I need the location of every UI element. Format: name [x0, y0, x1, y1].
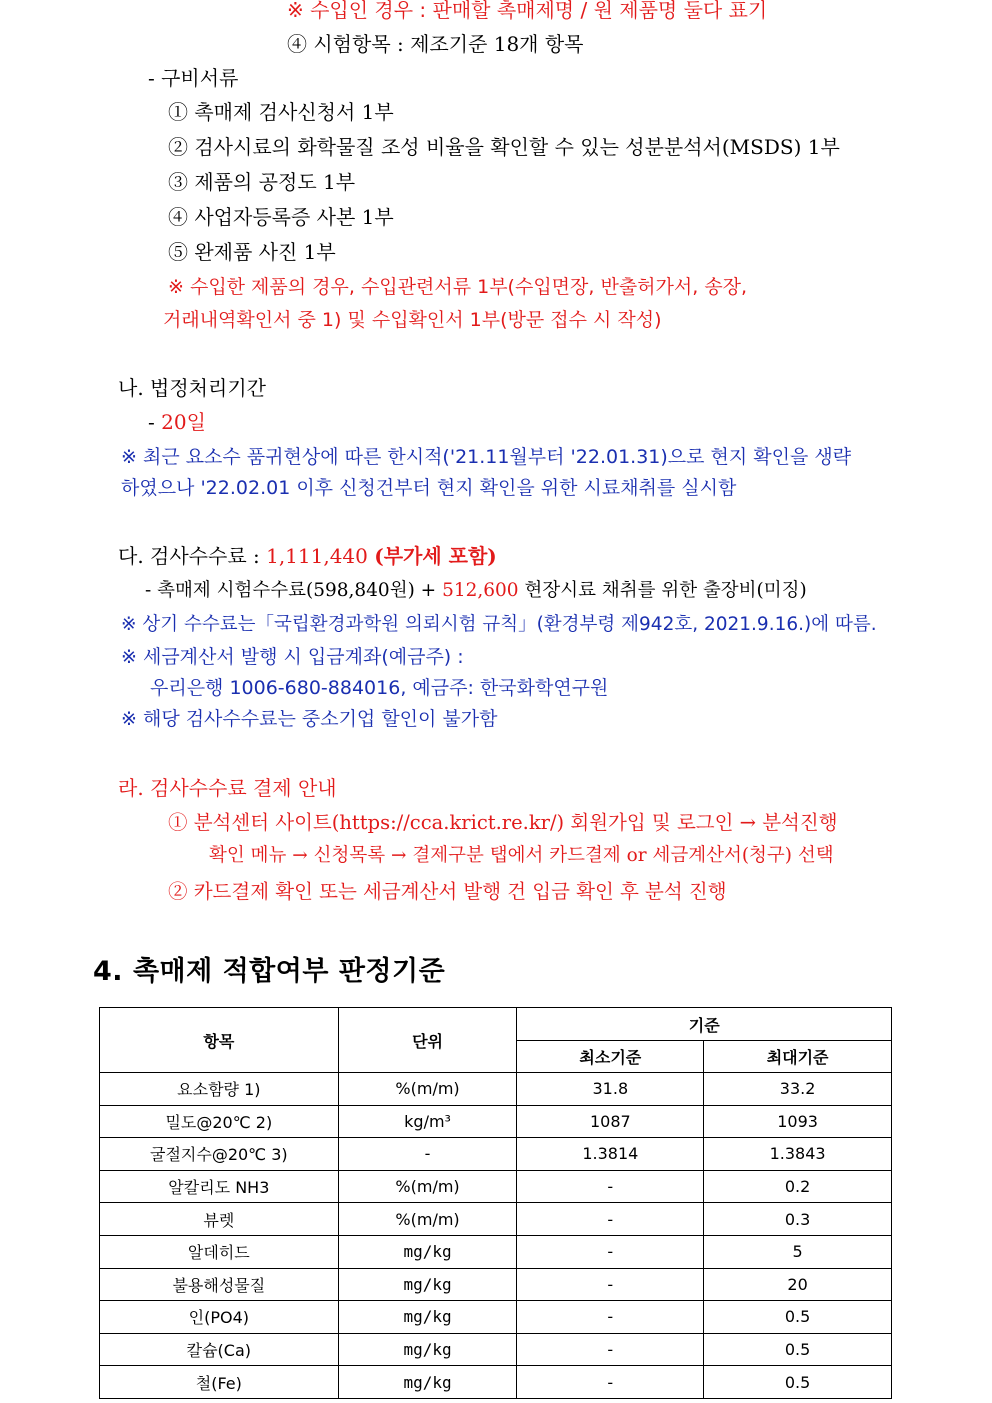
doc-item: ④ 사업자등록증 사본 1부 — [168, 205, 394, 229]
payment-step-2: ② 카드결제 확인 또는 세금계산서 발행 건 입금 확인 후 분석 진행 — [168, 880, 727, 903]
doc-item: ③ 제품의 공정도 1부 — [168, 170, 356, 194]
bank-account: 우리은행 1006-680-884016, 예금주: 한국화학연구원 — [150, 677, 609, 699]
cell-item: 요소함량 1) — [100, 1073, 339, 1106]
table-row — [100, 1170, 892, 1203]
payment-step-1: ① 분석센터 사이트(https://cca.krict.re.kr/) 회원가입 및 로그인 → 분석진행 — [168, 811, 838, 834]
fee-breakdown — [145, 582, 807, 601]
dash: - — [148, 410, 162, 434]
cell-max: 5 — [704, 1235, 892, 1268]
processing-period-line — [148, 412, 206, 432]
travel-fee-amount: 512,600 — [442, 580, 519, 601]
cell-item: 불용해성물질 — [100, 1268, 339, 1301]
table-row — [100, 1138, 892, 1171]
fee-rule-note: ※ 상기 수수료는「국립환경과학원 의뢰시험 규칙」(환경부령 제942호, 2021.9.16.)에 따름. — [121, 614, 877, 635]
fee-title-line — [118, 546, 497, 566]
payment-step-1-cont: 확인 메뉴 → 신청목록 → 결제구분 탭에서 카드결제 or 세금계산서(청구) 선택 — [209, 845, 834, 866]
discount-note: ※ 해당 검사수수료는 중소기업 할인이 불가함 — [121, 708, 498, 730]
import-docs-note: ※ 수입한 제품의 경우, 수입관련서류 1부(수입면장, 반출허가서, 송장, — [168, 276, 748, 298]
processing-period-title: 나. 법정처리기간 — [118, 376, 266, 400]
cell-min: - — [517, 1366, 704, 1399]
cell-unit: kg/m³ — [338, 1105, 517, 1138]
cell-unit: mg/kg — [338, 1333, 517, 1366]
required-docs-title: - 구비서류 — [148, 66, 239, 90]
import-name-note: ※ 수입인 경우 : 판매할 촉매제명 / 원 제품명 둘다 표기 — [287, 0, 768, 22]
cell-min: - — [517, 1333, 704, 1366]
cell-max: 0.5 — [704, 1301, 892, 1334]
vat-included: (부가세 포함) — [374, 544, 497, 568]
cell-min: - — [517, 1235, 704, 1268]
cell-unit: %(m/m) — [338, 1203, 517, 1236]
table-row — [100, 1105, 892, 1138]
cell-item: 칼슘(Ca) — [100, 1333, 339, 1366]
cell-item: 알칼리도 NH3 — [100, 1170, 339, 1203]
doc-item: ① 촉매제 검사신청서 1부 — [168, 100, 394, 124]
invoice-note: ※ 세금계산서 발행 시 입금계좌(예금주) : — [121, 646, 464, 668]
cell-unit: mg/kg — [338, 1301, 517, 1334]
cell-unit: - — [338, 1138, 517, 1171]
col-header-unit: 단위 — [338, 1008, 517, 1073]
section-4-heading: 4. 촉매제 적합여부 판정기준 — [93, 956, 446, 987]
processing-period-value: 20일 — [161, 410, 206, 434]
cell-min: - — [517, 1170, 704, 1203]
cell-min: 31.8 — [517, 1073, 704, 1106]
cell-unit: %(m/m) — [338, 1170, 517, 1203]
fee-breakdown-post: 현장시료 채취를 위한 출장비(미징) — [518, 580, 807, 601]
col-header-min: 최소기준 — [517, 1041, 704, 1073]
table-row — [100, 1235, 892, 1268]
period-note-cont: 하였으나 '22.02.01 이후 신청건부터 현지 확인을 위한 시료채취를 실시함 — [121, 477, 737, 499]
cell-max: 1093 — [704, 1105, 892, 1138]
cell-min: 1087 — [517, 1105, 704, 1138]
cell-unit: %(m/m) — [338, 1073, 517, 1106]
table-row — [100, 1073, 892, 1106]
cell-min: - — [517, 1301, 704, 1334]
col-header-standard: 기준 — [517, 1008, 892, 1041]
fee-breakdown-pre: - 촉매제 시험수수료(598,840원) + — [145, 580, 443, 601]
cell-unit: mg/kg — [338, 1366, 517, 1399]
cell-item: 밀도@20℃ 2) — [100, 1105, 339, 1138]
import-docs-note-cont: 거래내역확인서 중 1) 및 수입확인서 1부(방문 접수 시 작성) — [163, 309, 662, 331]
fee-amount: 1,111,440 — [266, 544, 368, 568]
cell-item: 인(PO4) — [100, 1301, 339, 1334]
doc-item: ⑤ 완제품 사진 1부 — [168, 240, 336, 264]
cell-max: 0.3 — [704, 1203, 892, 1236]
cell-item: 뷰렛 — [100, 1203, 339, 1236]
cell-max: 0.2 — [704, 1170, 892, 1203]
cell-max: 0.5 — [704, 1333, 892, 1366]
test-items-line: ④ 시험항목 : 제조기준 18개 항목 — [287, 32, 584, 56]
col-header-item: 항목 — [100, 1008, 339, 1073]
cell-unit: mg/kg — [338, 1268, 517, 1301]
period-note: ※ 최근 요소수 품귀현상에 따른 한시적('21.11월부터 '22.01.31)으로 현지 확인을 생략 — [121, 446, 852, 468]
table-row — [100, 1366, 892, 1399]
cell-max: 20 — [704, 1268, 892, 1301]
payment-guide-title: 라. 검사수수료 결제 안내 — [118, 776, 337, 800]
cell-max: 0.5 — [704, 1366, 892, 1399]
cell-max: 1.3843 — [704, 1138, 892, 1171]
doc-item: ② 검사시료의 화학물질 조성 비율을 확인할 수 있는 성분분석서(MSDS) 1부 — [168, 135, 840, 159]
cell-item: 알데히드 — [100, 1235, 339, 1268]
fee-title: 다. 검사수수료 : — [118, 544, 267, 568]
cell-min: - — [517, 1268, 704, 1301]
cell-min: - — [517, 1203, 704, 1236]
cell-min: 1.3814 — [517, 1138, 704, 1171]
col-header-max: 최대기준 — [704, 1041, 892, 1073]
cell-item: 철(Fe) — [100, 1366, 339, 1399]
cell-unit: mg/kg — [338, 1235, 517, 1268]
table-row — [100, 1333, 892, 1366]
table-row — [100, 1268, 892, 1301]
cell-max: 33.2 — [704, 1073, 892, 1106]
cell-item: 굴절지수@20℃ 3) — [100, 1138, 339, 1171]
table-row — [100, 1203, 892, 1236]
table-row — [100, 1301, 892, 1334]
criteria-table — [99, 1007, 892, 1399]
